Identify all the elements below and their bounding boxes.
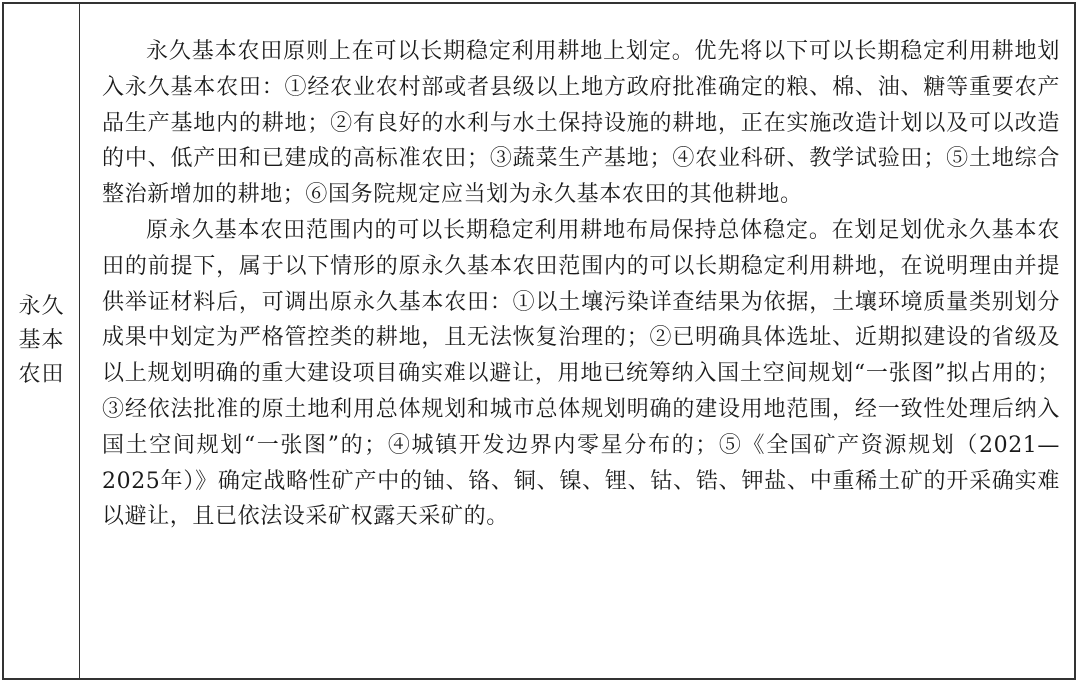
row-label-cell — [4, 4, 80, 678]
paragraph-selection-priority: 永久基本农田原则上在可以长期稳定利用耕地上划定。优先将以下可以长期稳定利用耕地划入永久基本农田：①经农业农村部或者县级以上地方政府批准确定的粮、棉、油、糖等重要农产品生产基地内的耕地；②有良好的水利与水土保持设施的耕地，正在实施改造计划以及可以改造的中、低产田和已建成的高标准农田；③蔬菜生产基地；④农业科研、教学试验田；⑤土地综合整治新增加的耕地；⑥国务院规定应当划为永久基本农田的其他耕地。 — [102, 39, 1060, 208]
paragraph-adjustment-conditions: 原永久基本农田范围内的可以长期稳定利用耕地布局保持总体稳定。在划足划优永久基本农田的前提下，属于以下情形的原永久基本农田范围内的可以长期稳定利用耕地，在说明理由并提供举证材料后，可调出原永久基本农田：①以土壤污染详查结果为依据，土壤环境质量类别划分成果中划定为严格管控类的耕地，且无法恢复治理的；②已明确具体选址、近期拟建设的省级及以上规划明确的重大建设项目确实难以避让，用地已统筹纳入国土空间规划“一张图”拟占用的；③经依法批准的原土地利用总体规划和城市总体规划明确的建设用地范围，经一致性处理后纳入国土空间规划“一张图”的；④城镇开发边界内零星分布的；⑤《全国矿产资源规划（2021—2025年）》确定战略性矿产中的铀、铬、铜、镍、锂、钴、锆、钾盐、中重稀土矿的开采确实难以避让，且已依法设采矿权露天采矿的。 — [102, 217, 1060, 530]
row-content-cell — [80, 4, 1074, 678]
policy-table — [2, 2, 1076, 680]
row-label: 永久基本农田 — [18, 294, 65, 387]
